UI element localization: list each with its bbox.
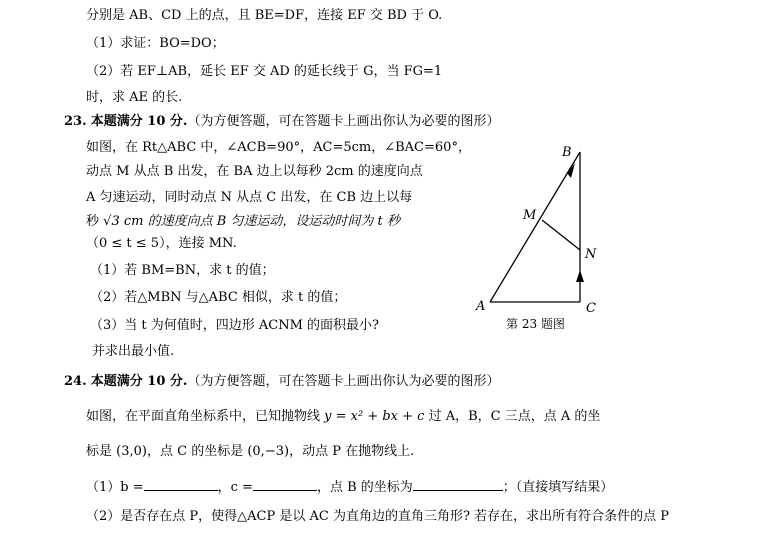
question-23-score: 本题满分 10 分. — [90, 114, 188, 129]
line-16-prefix: 如图，在平面直角坐标系中，已知抛物线 — [86, 409, 321, 424]
question-24-number: 24. — [64, 374, 87, 389]
line-14: 并求出最小值. — [92, 344, 175, 359]
line-16 — [86, 409, 600, 425]
question-23-header — [64, 114, 499, 130]
label-c: C — [586, 301, 596, 316]
line-18-b-label: （1）b = — [86, 480, 144, 495]
line-18-note: ；（直接填写结果） — [502, 480, 614, 495]
line-18-point-b-label: ，点 B 的坐标为 — [316, 480, 413, 495]
point-a-coord: (3,0) — [116, 444, 147, 459]
line-8: A 匀速运动，同时动点 N 从点 C 出发，在 CB 边上以每 — [86, 190, 413, 205]
line-13: （3）当 t 为何值时，四边形 ACNM 的面积最小? — [90, 318, 380, 333]
figure-caption: 第 23 题图 — [506, 317, 565, 331]
question-24-note: （为方便答题，可在答题卡上画出你认为必要的图形） — [187, 374, 500, 389]
side-ab — [490, 152, 580, 302]
question-24-score: 本题满分 10 分. — [90, 374, 188, 389]
line-3: （2）若 EF⊥AB，延长 EF 交 AD 的延长线于 G，当 FG=1 — [86, 64, 443, 79]
line-2: （1）求证：BO=DO； — [86, 36, 225, 51]
line-1: 分别是 AB、CD 上的点，且 BE=DF，连接 EF 交 BD 于 O. — [86, 8, 443, 23]
question-23-number: 23. — [64, 114, 87, 129]
parabola-equation: y = x² + bx + c — [324, 409, 425, 424]
line-12: （2）若△MBN 与△ABC 相似，求 t 的值； — [90, 290, 347, 305]
figure-23 — [468, 140, 608, 340]
label-n: N — [585, 247, 597, 262]
line-17-rest: ，动点 P 在抛物线上. — [289, 444, 415, 459]
line-18 — [86, 478, 613, 496]
line-16-rest: 过 A，B，C 三点，点 A 的坐 — [428, 409, 601, 424]
question-24-header — [64, 374, 499, 390]
line-17-prefix: 标是 — [86, 444, 113, 459]
line-6: 如图，在 Rt△ABC 中，∠ACB=90°，AC=5cm，∠BAC=60°， — [86, 140, 471, 155]
line-9-prefix: 秒 — [86, 214, 100, 229]
line-9-rest: cm 的速度向点 B 匀速运动，设运动时间为 t 秒 — [123, 214, 400, 229]
line-4: 时，求 AE 的长. — [86, 90, 183, 105]
line-17 — [86, 444, 414, 460]
line-7: 动点 M 从点 B 出发，在 BA 边上以每秒 2cm 的速度向点 — [86, 164, 423, 179]
line-19: （2）是否存在点 P，使得△ACP 是以 AC 为直角边的直角三角形? 若存在，求出所有符合条件的点 P — [86, 509, 669, 524]
line-9 — [86, 214, 400, 230]
c-answer-blank — [253, 478, 317, 491]
point-b-answer-blank — [413, 478, 503, 491]
line-11: （1）若 BM=BN，求 t 的值； — [90, 263, 275, 278]
line-17-mid: ，点 C 的坐标是 — [146, 444, 244, 459]
label-a: A — [476, 299, 486, 314]
sqrt-3: √3 — [103, 214, 120, 229]
arrow-c-to-b — [576, 270, 584, 282]
label-b: B — [562, 145, 572, 160]
label-m: M — [523, 208, 537, 223]
line-18-c-label: ，c = — [217, 480, 253, 495]
b-answer-blank — [144, 478, 218, 491]
question-23-note: （为方便答题，可在答题卡上画出你认为必要的图形） — [187, 114, 500, 129]
segment-mn — [542, 220, 580, 250]
line-10: （0 ≤ t ≤ 5），连接 MN. — [86, 236, 237, 251]
point-c-coord: (0,−3) — [247, 444, 290, 459]
